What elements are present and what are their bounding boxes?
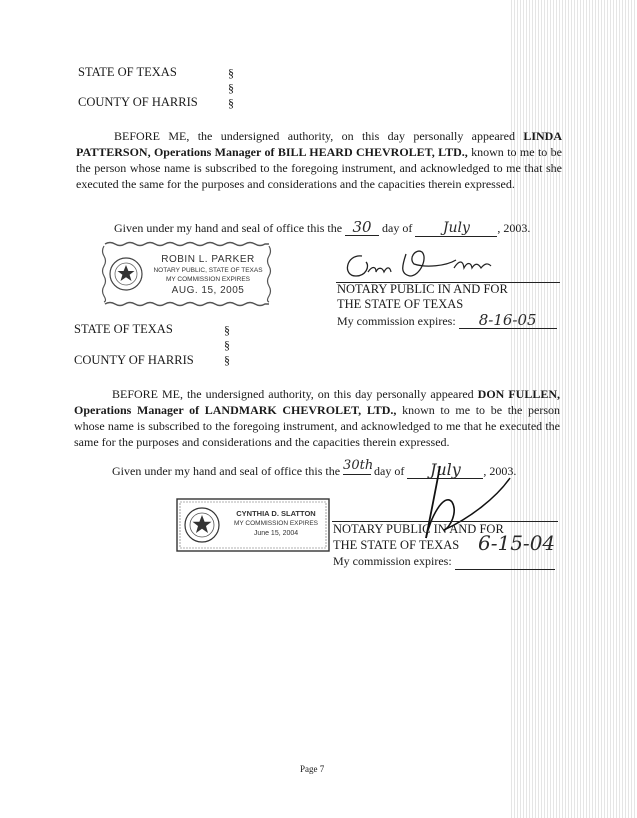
paragraph-body: known to me to be the person whose name is subscribed to the foregoing instrument, and acknowledged to me that he executed the same for the purposes and considerations and the capacities therein expressed.	[74, 403, 561, 449]
given-prefix: Given under my hand and seal of office this the	[114, 221, 343, 235]
acknowledgment-paragraph-1	[76, 128, 562, 192]
county-heading-1: COUNTY OF HARRIS	[78, 95, 198, 109]
section-sign: §	[224, 353, 230, 367]
paragraph-body: known to me to be the person whose name is subscribed to the foregoing instrument, and acknowledged to me that she executed the same for the purposes and considerations and the capacities therein expressed.	[76, 145, 562, 191]
given-mid: day of	[382, 221, 413, 235]
given-day: 30	[345, 219, 379, 236]
section-sign: §	[228, 66, 234, 80]
stamp-commission-label: MY COMMISSION EXPIRES	[233, 520, 319, 527]
state-heading-1: STATE OF TEXAS	[78, 65, 177, 79]
given-month: July	[415, 220, 497, 237]
given-year: , 2003.	[497, 221, 531, 235]
stamp-title: NOTARY PUBLIC, STATE OF TEXAS	[153, 267, 263, 274]
commission-label: My commission expires:	[337, 314, 456, 328]
appearing-party: DON FULLEN, Operations Manager of LANDMARK CHEVROLET, LTD.,	[74, 387, 560, 417]
notary-title-2: NOTARY PUBLIC IN AND FOR	[333, 522, 504, 536]
commission-date-handwritten: 6-15-04	[478, 531, 556, 555]
notary-seal-stamp-1	[101, 240, 273, 308]
commission-expires-1	[337, 312, 557, 329]
stamp-expiry-date: AUG. 15, 2005	[171, 285, 245, 296]
stamp-name: ROBIN L. PARKER	[161, 254, 255, 265]
appearing-party: LINDA PATTERSON, Operations Manager of BILL HEARD CHEVROLET, LTD.,	[76, 129, 562, 159]
given-line-1	[114, 219, 530, 237]
state-heading-2: STATE OF TEXAS	[74, 322, 173, 336]
section-sign: §	[228, 96, 234, 110]
given-day: 30th	[343, 458, 374, 473]
county-heading-2: COUNTY OF HARRIS	[74, 353, 194, 367]
acknowledgment-paragraph-2	[74, 386, 560, 450]
given-year: , 2003.	[483, 464, 517, 478]
commission-label: My commission expires:	[333, 554, 452, 568]
given-month: July	[407, 462, 483, 479]
given-mid: day of	[374, 464, 405, 478]
notary-title-1: NOTARY PUBLIC IN AND FOR	[337, 282, 508, 296]
notary-state-2: THE STATE OF TEXAS	[333, 538, 460, 552]
notary-signature-1	[336, 246, 516, 284]
stamp-name: CYNTHIA D. SLATTON	[236, 509, 316, 518]
given-prefix: Given under my hand and seal of office this the	[112, 464, 341, 478]
section-sign: §	[228, 81, 234, 95]
stamp-commission-label: MY COMMISSION EXPIRES	[165, 276, 251, 283]
section-sign: §	[224, 323, 230, 337]
section-sign: §	[224, 338, 230, 352]
notary-state-1: THE STATE OF TEXAS	[337, 297, 464, 311]
commission-expires-2	[333, 553, 555, 570]
commission-date: 8-16-05	[459, 312, 557, 329]
paragraph-intro: BEFORE ME, the undersigned authority, on this day personally appeared	[114, 129, 515, 143]
stamp-expiry-date: June 15, 2004	[253, 530, 299, 537]
stamp-border	[101, 240, 273, 308]
commission-date-line	[455, 553, 555, 570]
page-number: Page 7	[300, 764, 325, 774]
notary-seal-stamp-2	[176, 497, 330, 553]
paragraph-intro: BEFORE ME, the undersigned authority, on this day personally appeared	[112, 387, 474, 401]
